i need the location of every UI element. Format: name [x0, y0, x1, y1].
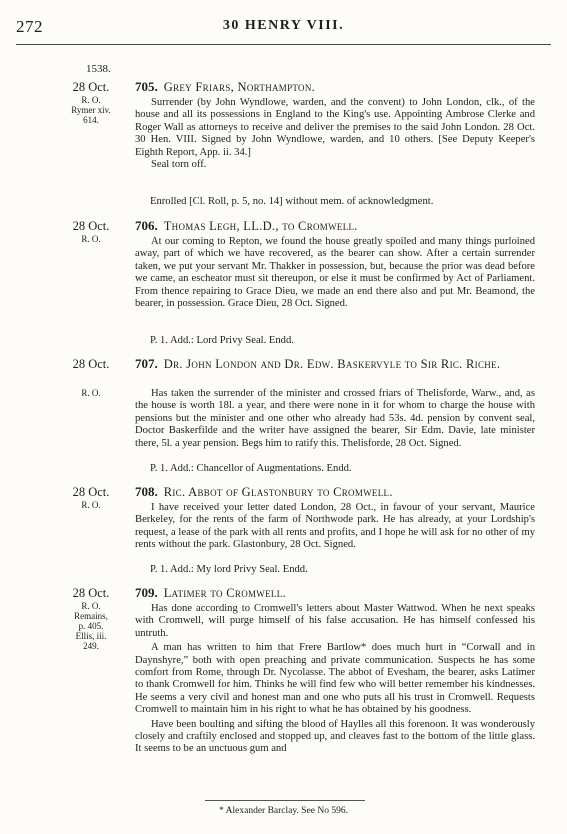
entry-ref: Remains, [74, 611, 108, 621]
entry-title: Dr. John London and Dr. Edw. Baskervyle to Sir Ric. Riche. [163, 357, 501, 371]
entry-705-trailer: Enrolled [Cl. Roll, p. 5, no. 14] without mem. of acknowledgment. [150, 196, 434, 207]
entry-706-margin [60, 218, 122, 244]
entry-date: 28 Oct. [72, 485, 110, 499]
year-label: 1538. [86, 63, 111, 75]
entry-paragraph: Have been boulting and sifting the blood of Haylles all this forenoon. It was wonderously closely and craftily enclosed and stopped up, and cleaves fast to the bottom of the little glass. It seems to be an unctuous gum and [135, 718, 535, 755]
entry-707-body [135, 388, 535, 450]
entry-date: 28 Oct. [72, 219, 110, 233]
entry-ref: Ellis, iii. [75, 631, 107, 641]
entry-paragraph: I have received your letter dated London, 28 Oct., in favour of your servant, Maurice Berkeley, for the rents of the farm of Northwode park. He has already, at your Lordship's request, a lease of the park with all rents and profits, and I hope he will ask for no other of my rents without the park. Glastonbury, 28 Oct. Signed. [135, 502, 535, 551]
entry-705-body [135, 97, 535, 171]
entry-paragraph: Has done according to Cromwell's letters about Master Wattwod. When he next speaks with Cromwell, will purge himself of his false accusation. He has himself confessed his untruth. [135, 603, 535, 639]
entry-paragraph: At our coming to Repton, we found the house greatly spoiled and many things purloined away, part of which we have recovered, as the bearer can show. After a certain surrender taken, we put your servant Mr. Thakker in possession, but, because the prior was dead before we came, an escheator must sit thereupon, or else it must be confirmed by Act of Parliament. From thence repairing to Grace Dieu, we made an end there also and put Mr. Beamond, the bearer, in possession. Grace Dieu, 28 Oct. Signed. [135, 236, 535, 310]
entry-709-margin [60, 585, 122, 651]
entry-paragraph: A man has written to him that Frere Bartlow* does much hurt in “Corwall and in Daynshyre,” both with open preaching and private communication. Suspects he has some comfort from Rome, through Dr. Nycolasse. The abbot of Evesham, the bearer, asks Latimer to thank Cromwell for him. Thinks he will find few who will better remember his kindnesses. He seems a very civil and honest man and one who puts all his trust in Cromwell. Requests Cromwell to maintain him in his right to what he has obtained by his goodness. [135, 642, 535, 716]
entry-707-trailer: P. 1. Add.: Chancellor of Augmentations. Endd. [150, 463, 352, 474]
entry-date: 28 Oct. [72, 80, 110, 94]
entry-ref: R. O. [81, 95, 101, 105]
entry-number: 709. [135, 585, 158, 600]
entry-707-heading [135, 356, 535, 372]
entry-ref: R. O. [81, 388, 101, 398]
entry-date: 28 Oct. [72, 586, 110, 600]
entry-708-body [135, 502, 535, 552]
entry-title: Latimer to Cromwell. [163, 586, 286, 600]
entry-706-heading [135, 218, 535, 234]
entry-707-margin [60, 356, 122, 398]
header-rule [16, 44, 551, 45]
entry-paragraph: Has taken the surrender of the minister and crossed friars of Thelisforde, Warw., and, as the house is worth 18l. a year, and there were none in it for whom to charge the house with pensions but the minister and one other who already had 53s. 4d. pension by convent seal, Doctor Baskerfilde and the writer have assigned the bearer, Sir Edm. Davie, late minister there, 5l. a year pension. Begs him to ratify this. Thelisforde, 28 Oct. Signed. [135, 388, 535, 449]
running-head: 30 HENRY VIII. [222, 18, 345, 33]
entry-709-heading [135, 585, 535, 601]
entry-ref: p. 405. [78, 621, 104, 631]
entry-title: Ric. Abbot of Glastonbury to Cromwell. [163, 485, 393, 499]
entry-ref: 249. [83, 641, 99, 651]
entry-ref: R. O. [81, 601, 101, 611]
entry-paragraph: Surrender (by John Wyndlowe, warden, and the convent) to John London, clk., of the house and all its possessions in England to the King's use. Appointing Ambrose Clerke and Roger Wall as attorneys to receive and deliver the premises to the said John London. 28 Oct. 30 Hen. VIII. Signed by John Wyndlowe, warden, and 10 others. [See Deputy Keeper's Eighth Report, App. ii. 34.] [135, 97, 535, 158]
entry-number: 705. [135, 79, 158, 94]
footnote-rule [205, 800, 365, 801]
entry-date: 28 Oct. [72, 357, 110, 371]
page-number: 272 [16, 17, 43, 36]
entry-title: Thomas Legh, LL.D., to Cromwell. [163, 219, 358, 233]
entry-705-margin [60, 79, 122, 125]
entry-ref: 614. [83, 115, 99, 125]
entry-708-heading [135, 484, 535, 500]
entry-ref: R. O. [81, 234, 101, 244]
entry-709-body [135, 603, 535, 756]
entry-ref: Rymer xiv. [71, 105, 111, 115]
entry-ref: R. O. [81, 500, 101, 510]
footnote: * Alexander Barclay. See No 596. [219, 806, 348, 816]
entry-705-heading [135, 79, 535, 95]
entry-706-body [135, 236, 535, 310]
entry-number: 706. [135, 218, 158, 233]
entry-paragraph: Seal torn off. [151, 159, 207, 171]
entry-708-trailer: P. 1. Add.: My lord Privy Seal. Endd. [150, 564, 308, 575]
entry-708-margin [60, 484, 122, 510]
entry-title: Grey Friars, Northampton. [163, 80, 316, 94]
entry-706-trailer: P. 1. Add.: Lord Privy Seal. Endd. [150, 335, 294, 346]
entry-number: 707. [135, 356, 158, 371]
entry-number: 708. [135, 484, 158, 499]
